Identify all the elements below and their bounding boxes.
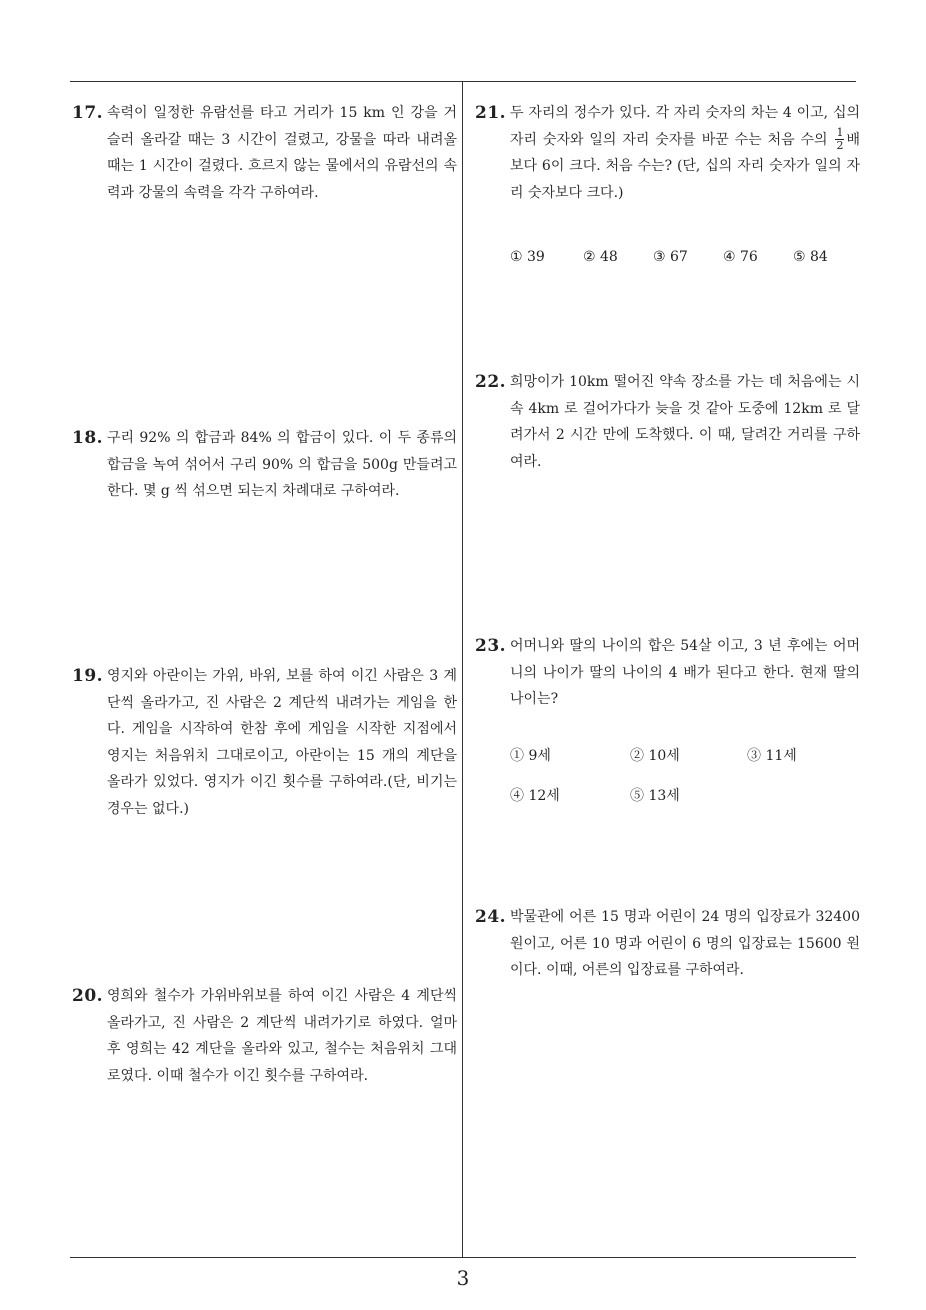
fraction-denominator: 2 <box>836 139 844 152</box>
question-number: 17. <box>72 103 104 123</box>
question-19 <box>72 663 457 822</box>
question-text: 영지와 아란이는 가위, 바위, 보를 하여 이긴 사람은 3 계단씩 올라가고, 진 사람은 2 계단씩 내려가는 게임을 한다. 게임을 시작하여 한참 후에 게임을 시작한 지점에서 영지는 처음위치 그대로이고, 아란이는 15 개의 계단을 올라가 있었다. 영지가 이긴 횟수를 구하여라.(단, 비기는 경우는 없다.) <box>107 668 457 817</box>
question-text: 희망이가 10km 떨어진 약속 장소를 가는 데 처음에는 시속 4km 로 걸어가다가 늦을 것 같아 도중에 12km 로 달려가서 2 시간 만에 도착했다. 이 때, 달려간 거리를 구하여라. <box>510 374 860 470</box>
question-17 <box>72 100 457 206</box>
question-number: 24. <box>475 907 507 927</box>
question-text: 박물관에 어른 15 명과 어린이 24 명의 입장료가 32400 원이고, 어른 10 명과 어린이 6 명의 입장료는 15600 원이다. 이때, 어른의 입장료를 구하여라. <box>510 909 860 978</box>
question-number: 22. <box>475 372 507 392</box>
question-text: 속력이 일정한 유람선를 타고 거리가 15 km 인 강을 거슬러 올라갈 때는 3 시간이 걸렸고, 강물을 따라 내려올 때는 1 시간이 걸렸다. 흐르지 않는 물에서의 유람선의 속력과 강물의 속력을 각각 구하여라. <box>107 105 457 201</box>
question-text-before-fraction: 두 자리의 정수가 있다. 각 자리 숫자의 차는 4 이고, 십의 자리 숫자와 일의 자리 숫자를 바꾼 수는 처음 수의 <box>510 105 860 148</box>
choice-3[interactable]: ③ 11세 <box>747 748 797 764</box>
question-18 <box>72 425 457 505</box>
question-20 <box>72 983 457 1089</box>
question-number: 20. <box>72 986 104 1006</box>
column-divider <box>462 81 463 1257</box>
choice-1[interactable]: ① 9세 <box>510 748 551 764</box>
question-number: 23. <box>475 636 507 656</box>
bottom-rule <box>70 1257 856 1258</box>
choice-4[interactable]: ④ 12세 <box>510 788 560 804</box>
choice-4[interactable]: ④ 76 <box>723 249 758 265</box>
question-number: 21. <box>475 103 507 123</box>
choice-2[interactable]: ② 48 <box>583 249 618 265</box>
question-number: 18. <box>72 428 104 448</box>
choice-5[interactable]: ⑤ 13세 <box>630 788 680 804</box>
question-text <box>510 100 860 206</box>
question-number: 19. <box>72 666 104 686</box>
question-text: 어머니와 딸의 나이의 합은 54살 이고, 3 년 후에는 어머니의 나이가 딸의 나이의 4 배가 된다고 한다. 현재 딸의 나이는? <box>510 638 860 707</box>
question-text: 영희와 철수가 가위바위보를 하여 이긴 사람은 4 계단씩 올라가고, 진 사람은 2 계단씩 내려가기로 하였다. 얼마 후 영희는 42 계단을 올라와 있고, 철수는 처음위치 그대로였다. 이때 철수가 이긴 횟수를 구하여라. <box>107 988 457 1084</box>
question-text: 구리 92% 의 합금과 84% 의 합금이 있다. 이 두 종류의 합금을 녹여 섞어서 구리 90% 의 합금을 500g 만들려고 한다. 몇 g 씩 섞으면 되는지 차례대로 구하여라. <box>107 430 457 499</box>
question-22 <box>475 369 860 475</box>
page-number: 3 <box>456 1266 470 1290</box>
answer-choices-21 <box>510 249 860 269</box>
choice-1[interactable]: ① 39 <box>510 249 545 265</box>
fraction-numerator: 1 <box>836 126 844 139</box>
top-rule <box>70 81 856 82</box>
answer-choices-23 <box>510 745 860 805</box>
choice-3[interactable]: ③ 67 <box>653 249 688 265</box>
choice-5[interactable]: ⑤ 84 <box>793 249 828 265</box>
choice-2[interactable]: ② 10세 <box>630 748 680 764</box>
fraction <box>835 127 844 152</box>
question-24 <box>475 904 860 984</box>
question-text-after-fraction: 배보다 6이 크다. 처음 수는? (단, 십의 자리 숫자가 일의 자리 숫자보다 크다.) <box>510 131 860 201</box>
question-23 <box>475 633 860 713</box>
question-21 <box>475 100 860 206</box>
